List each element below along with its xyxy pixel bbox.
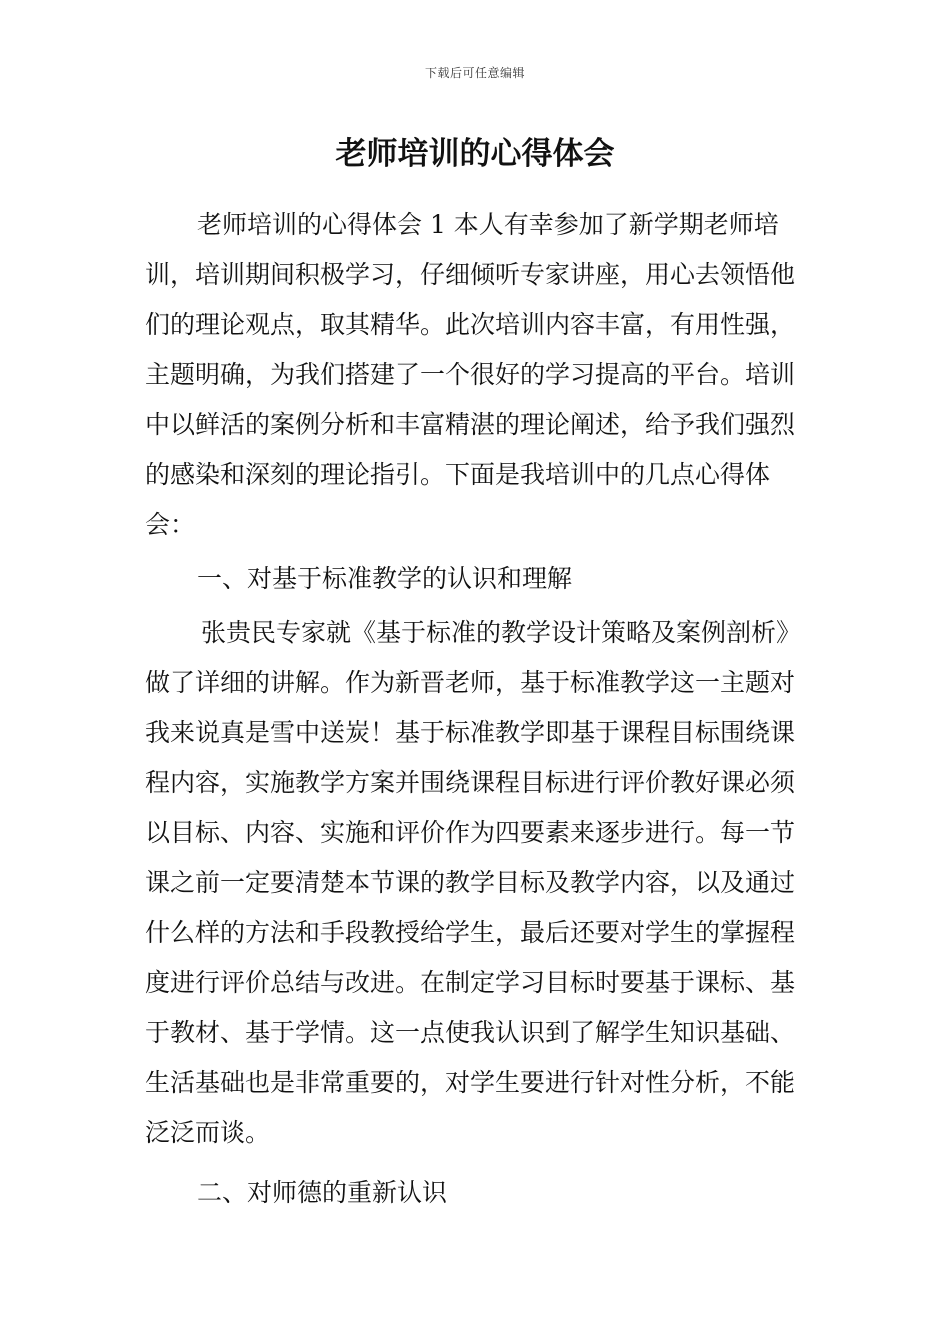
document-title: 老师培训的心得体会 [335, 136, 615, 172]
section-heading-2: 二、对师德的重新认识 [197, 1178, 448, 1207]
intro-paragraph: 老师培训的心得体会 1 本人有幸参加了新学期老师培训，培训期间积极学习，仔细倾听专家讲座，用心去领悟他们的理论观点，取其精华。此次培训内容丰富，有用性强，主题明确，为我们搭建了一个很好的学习提高的平台。培训中以鲜活的案例分析和丰富精湛的理论阐述，给予我们强烈的感染和深刻的理论指引。下面是我培训中的几点心得体会： [145, 210, 796, 539]
header-note: 下载后可任意编辑 [424, 66, 525, 80]
section-1-paragraph: 张贵民专家就《基于标准的教学设计策略及案例剖析》做了详细的讲解。作为新晋老师，基于标准教学这一主题对我来说真是雪中送炭！基于标准教学即基于课程目标围绕课程内容，实施教学方案并围绕课程目标进行评价教好课必须以目标、内容、实施和评价作为四要素来逐步进行。每一节课之前一定要清楚本节课的教学目标及教学内容，以及通过什么样的方法和手段教授给学生，最后还要对学生的掌握程度进行评价总结与改进。在制定学习目标时要基于课标、基于教材、基于学情。这一点使我认识到了解学生知识基础、生活基础也是非常重要的，对学生要进行针对性分析，不能泛泛而谈。 [145, 618, 802, 1147]
document-body [145, 200, 813, 1218]
section-heading-1: 一、对基于标准教学的认识和理解 [197, 564, 573, 593]
